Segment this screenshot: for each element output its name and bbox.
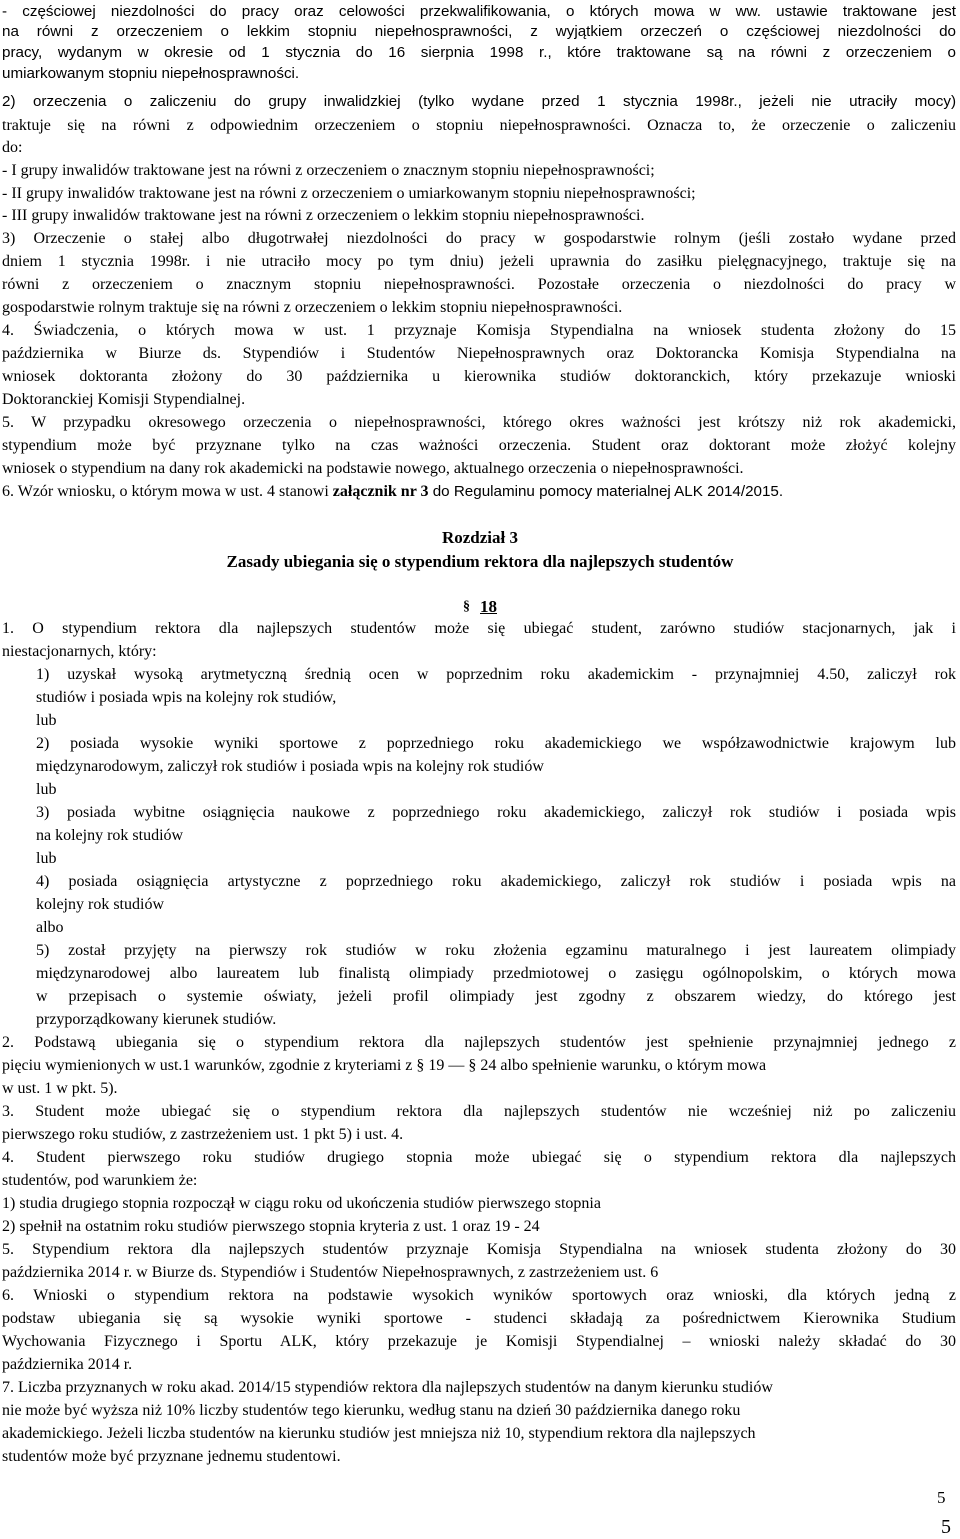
text-line: października 2014 r.	[2, 1356, 133, 1373]
text-span: 19	[424, 1057, 449, 1074]
text-line: Wychowania Fizycznego i Sportu ALK, który przekazuje je Komisji Stypendialnej – wnioski należy składać do 30	[2, 1333, 956, 1350]
text-line: - II grupy inwalidów traktowane jest na równi z orzeczeniem o umiarkowanym stopniu niepełnosprawności;	[2, 185, 696, 202]
text-line: umiarkowanym stopniu niepełnosprawności.	[2, 65, 300, 82]
connector-word: albo	[36, 919, 64, 936]
text-line: wniosek o stypendium na dany rok akademicki na podstawie nowego, aktualnego orzeczenia o niepełnosprawności.	[2, 460, 744, 477]
text-line: dniem 1 stycznia 1998r. i nie utraciło mocy po tym dniu) jeżeli uprawnia do zasiłku pielęgnacyjnego, traktuje się na	[2, 253, 956, 270]
text-line: 1) studia drugiego stopnia rozpoczął w ciągu roku od ukończenia studiów pierwszego stopnia	[2, 1195, 601, 1212]
connector-word: lub	[36, 781, 57, 798]
list-item: kolejny rok studiów	[36, 896, 164, 913]
text-line: równi z orzeczeniem o znacznym stopniu niepełnosprawności. Pozostałe orzeczenia o niezdolności do pracy w	[2, 276, 956, 293]
section-symbol: §	[416, 1057, 425, 1074]
list-item: 2) posiada wysokie wyniki sportowe z poprzedniego roku akademickiego we współzawodnictwie krajowym lub	[36, 735, 956, 752]
text-line: podstaw ubiegania się są wysokie wyniki sportowe - studenci składają za pośrednictwem Kierownika Studium	[2, 1310, 956, 1327]
text-line: pierwszego roku studiów, z zastrzeżeniem ust. 1 pkt 5) i ust. 4.	[2, 1126, 404, 1143]
chapter-subtitle: Zasady ubiegania się o stypendium rektora dla najlepszych studentów	[226, 552, 734, 571]
text-line: 2) spełnił na ostatnim roku studiów pierwszego stopnia kryteria z ust. 1 oraz 19 - 24	[2, 1218, 540, 1235]
list-item: 4) posiada osiągnięcia artystyczne z poprzedniego roku akademickiego, zaliczył rok studiów i posiada wpis na	[36, 873, 956, 890]
text-line	[2, 1056, 956, 1076]
text-line: na równi z orzeczeniem o lekkim stopniu niepełnosprawności, z wyjątkiem orzeczeń o częściowej niezdolności do	[2, 23, 956, 40]
chapter-title: Rozdział 3	[441, 528, 519, 547]
text-span: 24 albo spełnienie warunku, o którym mowa	[476, 1057, 767, 1074]
text-line: 3) Orzeczenie o stałej albo długotrwałej niezdolności do pracy w gospodarstwie rolnym (jeśli zostało wydane przed	[2, 230, 956, 247]
text-span: 6. Wzór wniosku, o którym mowa w ust. 4 stanowi	[2, 483, 333, 500]
text-line: w ust. 1 w pkt. 5).	[2, 1080, 118, 1097]
text-line: nie może być wyższa niż 10% liczby studentów tego kierunku, według stanu na dzień 30 października danego roku	[2, 1402, 741, 1419]
text-line: do:	[2, 139, 23, 156]
list-item: przyporządkowany kierunek studiów.	[36, 1011, 277, 1028]
text-line: gospodarstwie rolnym traktuje się na równi z orzeczeniem o lekkim stopniu niepełnosprawności.	[2, 299, 623, 316]
text-line: 4. Student pierwszego roku studiów drugiego stopnia może ubiegać się o stypendium rektora dla najlepszych	[2, 1149, 956, 1166]
text-line: - III grupy inwalidów traktowane jest na równi z orzeczeniem o lekkim stopniu niepełnosprawności.	[2, 207, 645, 224]
text-line: wniosek doktoranta złożony do 30 października u kierownika studiów doktoranckich, który przekazuje wnioski	[2, 368, 956, 385]
text-line: pracy, wydanym w okresie od 1 stycznia do 16 sierpnia 1998 r., które traktowane są na równi z orzeczeniem o	[2, 44, 956, 61]
text-line: akademickiego. Jeżeli liczba studentów na kierunku studiów jest mniejsza niż 10, stypendium rektora dla najlepszych	[2, 1425, 756, 1442]
connector-word: lub	[36, 850, 57, 867]
text-line: stypendium może być przyznane tylko na czas ważności orzeczenia. Student oraz doktorant może złożyć kolejny	[2, 437, 956, 454]
section-symbol: §	[468, 1057, 477, 1074]
text-line: - I grupy inwalidów traktowane jest na równi z orzeczeniem o znacznym stopniu niepełnosprawności;	[2, 162, 655, 179]
section-symbol: §	[463, 599, 470, 614]
text-line: 7. Liczba przyznanych w roku akad. 2014/15 stypendiów rektora dla najlepszych studentów na danym kierunku studiów	[2, 1379, 773, 1396]
section-heading	[0, 597, 960, 619]
list-item: 5) został przyjęty na pierwszy rok studiów w roku złożenia egzaminu maturalnego i jest laureatem olimpiady	[36, 942, 956, 959]
text-line: Doktoranckiej Komisji Stypendialnej.	[2, 391, 246, 408]
list-item: międzynarodowym, zaliczył rok studiów i posiada wpis na kolejny rok studiów	[36, 758, 544, 775]
section-number: 18	[480, 597, 497, 616]
list-item: międzynarodowej albo laureatem lub finalistą olimpiady przedmiotowej o zasięgu ogólnopolskim, o których mowa	[36, 965, 956, 982]
text-span: do Regulaminu pomocy materialnej ALK 2014/2015.	[428, 483, 784, 500]
text-line: niestacjonarnych, który:	[2, 643, 157, 660]
list-item: 3) posiada wybitne osiągnięcia naukowe z poprzedniego roku akademickiego, zaliczył rok studiów i posiada wpis	[36, 804, 956, 821]
text-line: 6. Wnioski o stypendium rektora na podstawie wysokich wyników sportowych oraz wnioski, dla których jedną z	[2, 1287, 956, 1304]
text-line: studentów, pod warunkiem że:	[2, 1172, 198, 1189]
text-line: - częściowej niezdolności do pracy oraz celowości przekwalifikowania, o których mowa w ww. ustawie traktowane jest	[2, 3, 956, 20]
text-line: 5. Stypendium rektora dla najlepszych studentów przyznaje Komisja Stypendialna na wniosek studenta złożony do 30	[2, 1241, 956, 1258]
text-span: —	[448, 1057, 469, 1074]
list-item: 1) uzyskał wysoką arytmetyczną średnią ocen w poprzednim roku akademickim - przynajmniej 4.50, zaliczył rok	[36, 666, 956, 683]
connector-word: lub	[36, 712, 57, 729]
text-line: października 2014 r. w Biurze ds. Stypendiów i Studentów Niepełnosprawnych, z zastrzeżeniem ust. 6	[2, 1264, 659, 1281]
text-line: studentów może być przyznane jednemu studentowi.	[2, 1448, 341, 1465]
text-line: 2. Podstawą ubiegania się o stypendium rektora dla najlepszych studentów jest spełnienie przynajmniej jednego z	[2, 1034, 956, 1051]
list-item: w przepisach o systemie oświaty, jeżeli profil olimpiady jest zgodny z obszarem wiedzy, do którego jest	[36, 988, 956, 1005]
text-line: 5. W przypadku okresowego orzeczenia o niepełnosprawności, którego okres ważności jest krótszy niż rok akademicki,	[2, 414, 956, 431]
text-span: pięciu wymienionych w ust.1 warunków, zgodnie z kryteriami z	[2, 1057, 417, 1074]
text-line: 1. O stypendium rektora dla najlepszych studentów może się ubiegać student, zarówno studiów stacjonarnych, jak i	[2, 620, 956, 637]
list-item: na kolejny rok studiów	[36, 827, 184, 844]
text-line: 2) orzeczenia o zaliczeniu do grupy inwalidzkiej (tylko wydane przed 1 stycznia 1998r., jeżeli nie utraciły mocy)	[2, 93, 956, 110]
page-number: 5	[937, 1488, 946, 1507]
attachment-reference: załącznik nr 3	[332, 483, 429, 500]
list-item: studiów i posiada wpis na kolejny rok studiów,	[36, 689, 337, 706]
text-line: października w Biurze ds. Stypendiów i Studentów Niepełnosprawnych oraz Doktorancka Komisja Stypendialna na	[2, 345, 956, 362]
text-line: traktuje się na równi z odpowiednim orzeczeniem o stopniu niepełnosprawności. Oznacza to, że orzeczenie o zaliczeniu	[2, 117, 956, 134]
page-number: 5	[941, 1516, 951, 1538]
text-line: 4. Świadczenia, o których mowa w ust. 1 przyznaje Komisja Stypendialna na wniosek studenta złożony do 15	[2, 322, 956, 339]
text-span	[2, 1056, 766, 1076]
text-line	[2, 482, 783, 502]
text-line: 3. Student może ubiegać się o stypendium rektora dla najlepszych studentów nie wcześniej niż po zaliczeniu	[2, 1103, 956, 1120]
